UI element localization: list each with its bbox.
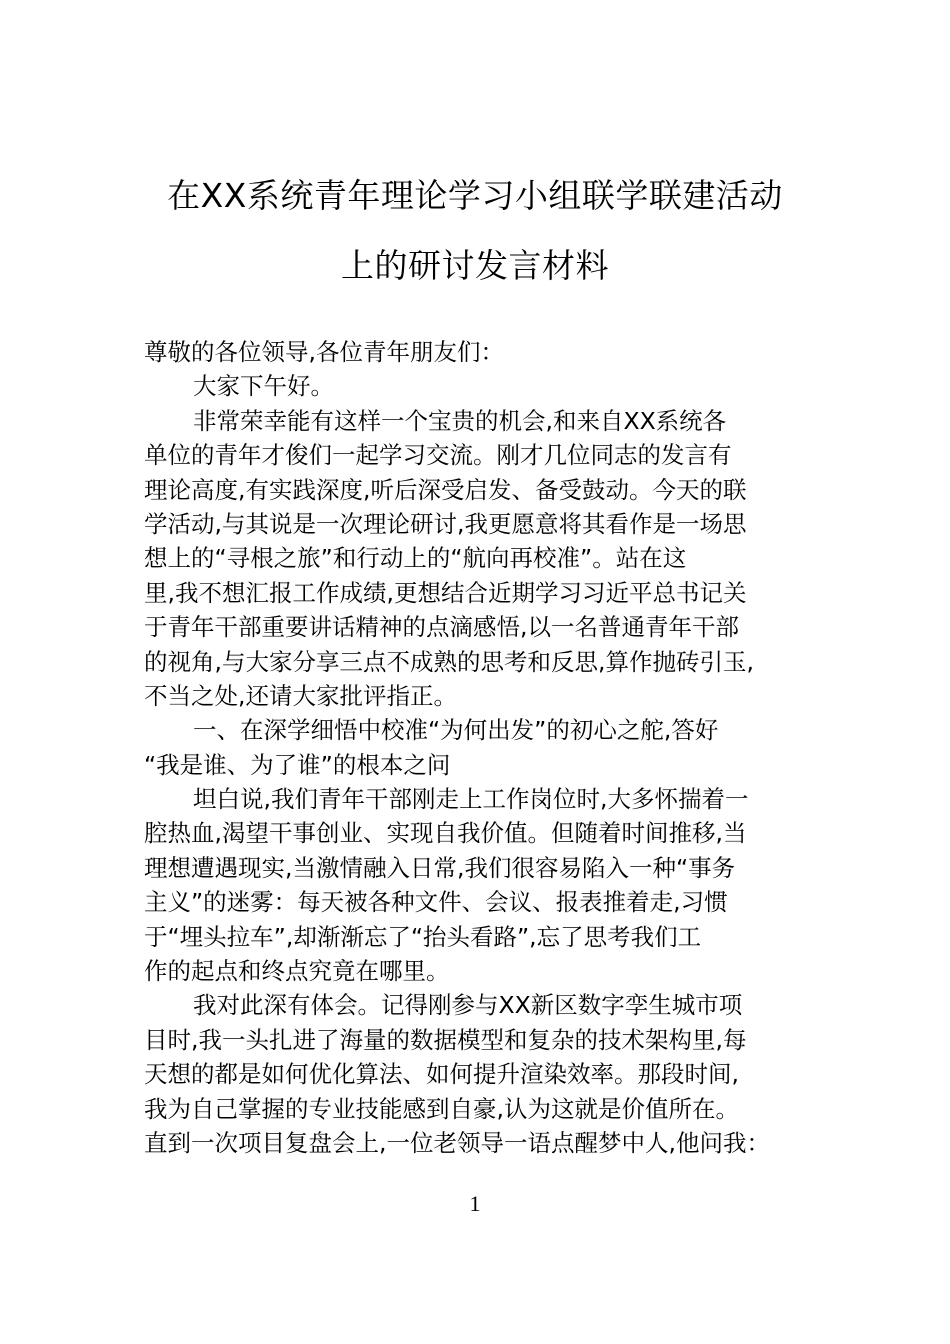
- body-line: 我为自己掌握的专业技能感到自豪,认为这就是价值所在。: [144, 1094, 739, 1123]
- body-line: 腔热血,渴望干事创业、实现自我价值。但随着时间推移,当: [144, 819, 747, 848]
- body-line: 非常荣幸能有这样一个宝贵的机会,和来自XX系统各: [193, 406, 727, 435]
- body-line: 直到一次项目复盘会上,一位老领导一语点醒梦中人,他问我：: [144, 1128, 770, 1157]
- body-line: 不当之处,还请大家批评指正。: [144, 681, 457, 710]
- body-line: 于青年干部重要讲话精神的点滴感悟,以一名普通青年干部: [144, 613, 739, 642]
- section-heading: “我是谁、为了谁”的根本之问: [144, 750, 451, 779]
- body-line: 里,我不想汇报工作成绩,更想结合近期学习习近平总书记关: [144, 578, 747, 607]
- body-line: 单位的青年才俊们一起学习交流。刚才几位同志的发言有: [144, 441, 732, 470]
- page-number: 1: [469, 1191, 481, 1216]
- body-line: 坦白说,我们青年干部刚走上工作岗位时,大多怀揣着一: [193, 785, 749, 814]
- body-line: 于“埋头拉车”,却渐渐忘了“抬头看路”,忘了思考我们工: [144, 922, 702, 951]
- body-line: 理论高度,有实践深度,听后深受启发、备受鼓动。今天的联: [144, 475, 747, 504]
- document-title-line-1: 在XX系统青年理论学习小组联学联建活动: [167, 176, 783, 215]
- body-line: 理想遭遇现实,当激情融入日常,我们很容易陷入一种“事务: [144, 853, 736, 882]
- body-line: 目时,我一头扎进了海量的数据模型和复杂的技术架构里,每: [144, 1025, 747, 1054]
- salutation: 尊敬的各位领导,各位青年朋友们：: [144, 338, 504, 366]
- body-line: 的视角,与大家分享三点不成熟的思考和反思,算作抛砖引玉,: [144, 647, 754, 676]
- body-line: 天想的都是如何优化算法、如何提升渲染效率。那段时间,: [144, 1060, 739, 1089]
- greeting: 大家下午好。: [193, 372, 334, 401]
- body-line: 作的起点和终点究竟在哪里。: [144, 957, 450, 986]
- body-line: 学活动,与其说是一次理论研讨,我更愿意将其看作是一场思: [144, 509, 747, 538]
- body-line: 想上的“寻根之旅”和行动上的“航向再校准”。站在这: [144, 544, 687, 573]
- document-body: [144, 335, 809, 1160]
- body-line: 主义”的迷雾：每天被各种文件、会议、报表推着走,习惯: [144, 888, 728, 917]
- section-heading: 一、在深学细悟中校准“为何出发”的初心之舵,答好: [193, 716, 719, 745]
- document-title-line-2: 上的研讨发言材料: [341, 246, 609, 285]
- body-line: 我对此深有体会。记得刚参与XX新区数字孪生城市项: [193, 991, 743, 1020]
